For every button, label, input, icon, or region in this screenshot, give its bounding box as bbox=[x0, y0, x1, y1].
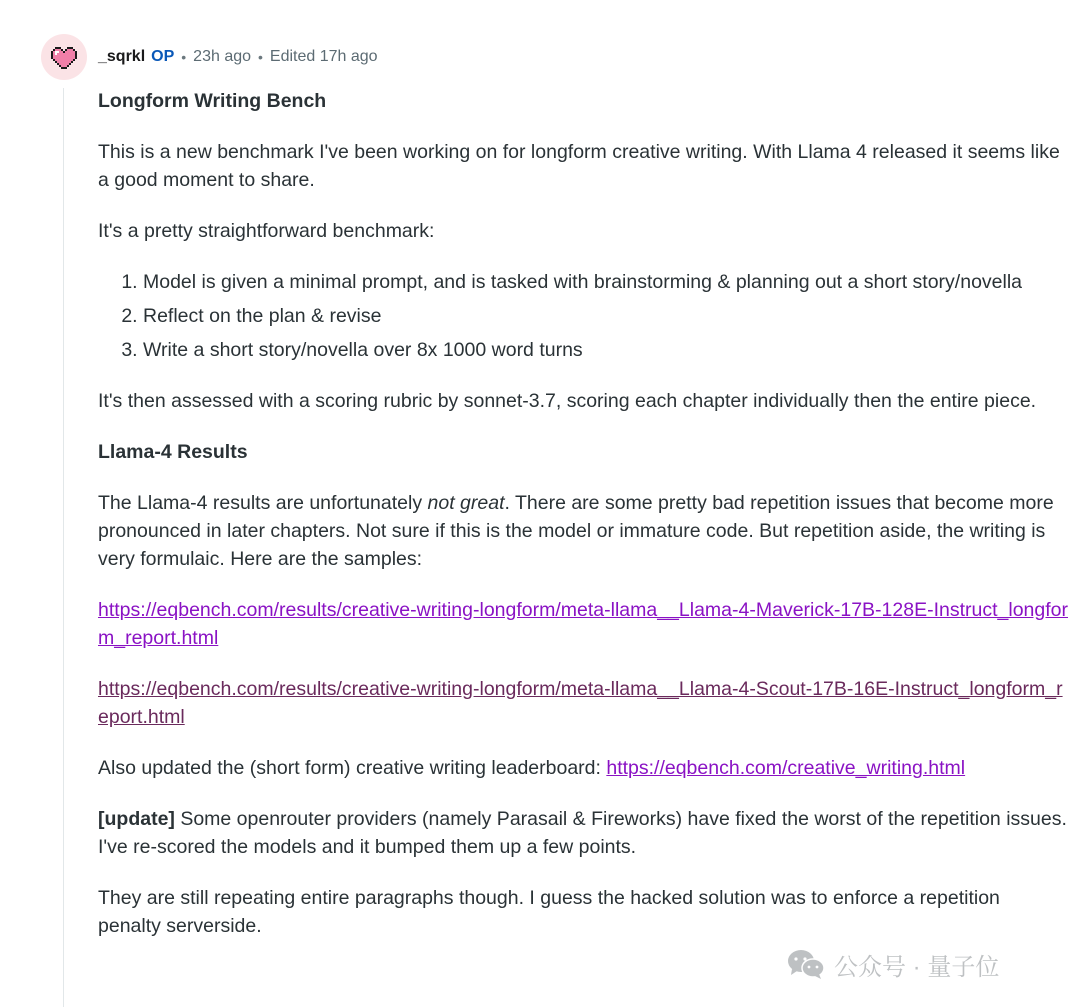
heading-results: Llama-4 Results bbox=[98, 441, 248, 463]
link-maverick-report[interactable]: https://eqbench.com/results/creative-writing-longform/meta-llama__Llama-4-Maverick-17B-128E-Instruct_longform_report.html bbox=[98, 599, 1068, 649]
paragraph-update bbox=[98, 805, 1068, 861]
paragraph-assessment: It's then assessed with a scoring rubric by sonnet-3.7, scoring each chapter individually then the entire piece. bbox=[98, 390, 1037, 412]
comment-body bbox=[98, 87, 1068, 963]
comment-meta bbox=[98, 46, 378, 68]
watermark bbox=[786, 944, 999, 984]
results-emphasis: not great bbox=[427, 492, 505, 514]
time-posted[interactable]: 23h ago bbox=[193, 48, 252, 65]
steps-list bbox=[98, 268, 1068, 364]
paragraph-leaderboard bbox=[98, 754, 1068, 782]
paragraph-link-scout bbox=[98, 675, 1068, 731]
list-item: 2. Reflect on the plan & revise bbox=[143, 302, 1068, 330]
edited-label: Edited 17h ago bbox=[269, 48, 378, 65]
paragraph-results bbox=[98, 489, 1068, 573]
link-scout-report[interactable]: https://eqbench.com/results/creative-writing-longform/meta-llama__Llama-4-Scout-17B-16E-Instruct_longform_report.html bbox=[98, 678, 1063, 728]
op-badge: OP bbox=[151, 48, 175, 65]
heart-avatar-icon bbox=[51, 45, 77, 69]
separator-dot: • bbox=[181, 49, 187, 65]
paragraph-link-maverick bbox=[98, 596, 1068, 652]
avatar[interactable] bbox=[41, 34, 87, 80]
list-item: 1. Model is given a minimal prompt, and is tasked with brainstorming & planning out a short story/novella bbox=[143, 268, 1068, 296]
heading-longform: Longform Writing Bench bbox=[98, 90, 327, 112]
paragraph-final: They are still repeating entire paragraphs though. I guess the hacked solution was to enforce a repetition penalty serverside. bbox=[98, 887, 1000, 937]
link-leaderboard[interactable]: https://eqbench.com/creative_writing.html bbox=[606, 757, 966, 779]
watermark-text: 公众号 · 量子位 bbox=[834, 953, 1000, 981]
update-tag: [update] bbox=[98, 808, 175, 830]
wechat-icon bbox=[786, 947, 826, 981]
list-item: 3. Write a short story/novella over 8x 1000 word turns bbox=[143, 336, 1068, 364]
results-text: The Llama-4 results are unfortunately bbox=[98, 492, 428, 514]
paragraph-straightforward: It's a pretty straightforward benchmark: bbox=[98, 220, 435, 242]
separator-dot: • bbox=[258, 49, 263, 65]
paragraph-intro: This is a new benchmark I've been working on for longform creative writing. With Llama 4 released it seems like a good moment to share. bbox=[98, 141, 1060, 191]
leaderboard-text: Also updated the (short form) creative writing leaderboard: bbox=[98, 757, 607, 779]
thread-line[interactable] bbox=[63, 88, 64, 1007]
update-text: Some openrouter providers (namely Parasail & Fireworks) have fixed the worst of the repetition issues. I've re-scored the models and it bumped them up a few points. bbox=[98, 808, 1067, 858]
author-username[interactable]: _sqrkl bbox=[98, 48, 146, 65]
results-text: . There are some pretty bad repetition issues that become more pronounced in later chapters. Not sure if this is the model or immature code. But repetition aside, the writing is very formulaic. Here are the samples: bbox=[98, 492, 1054, 570]
